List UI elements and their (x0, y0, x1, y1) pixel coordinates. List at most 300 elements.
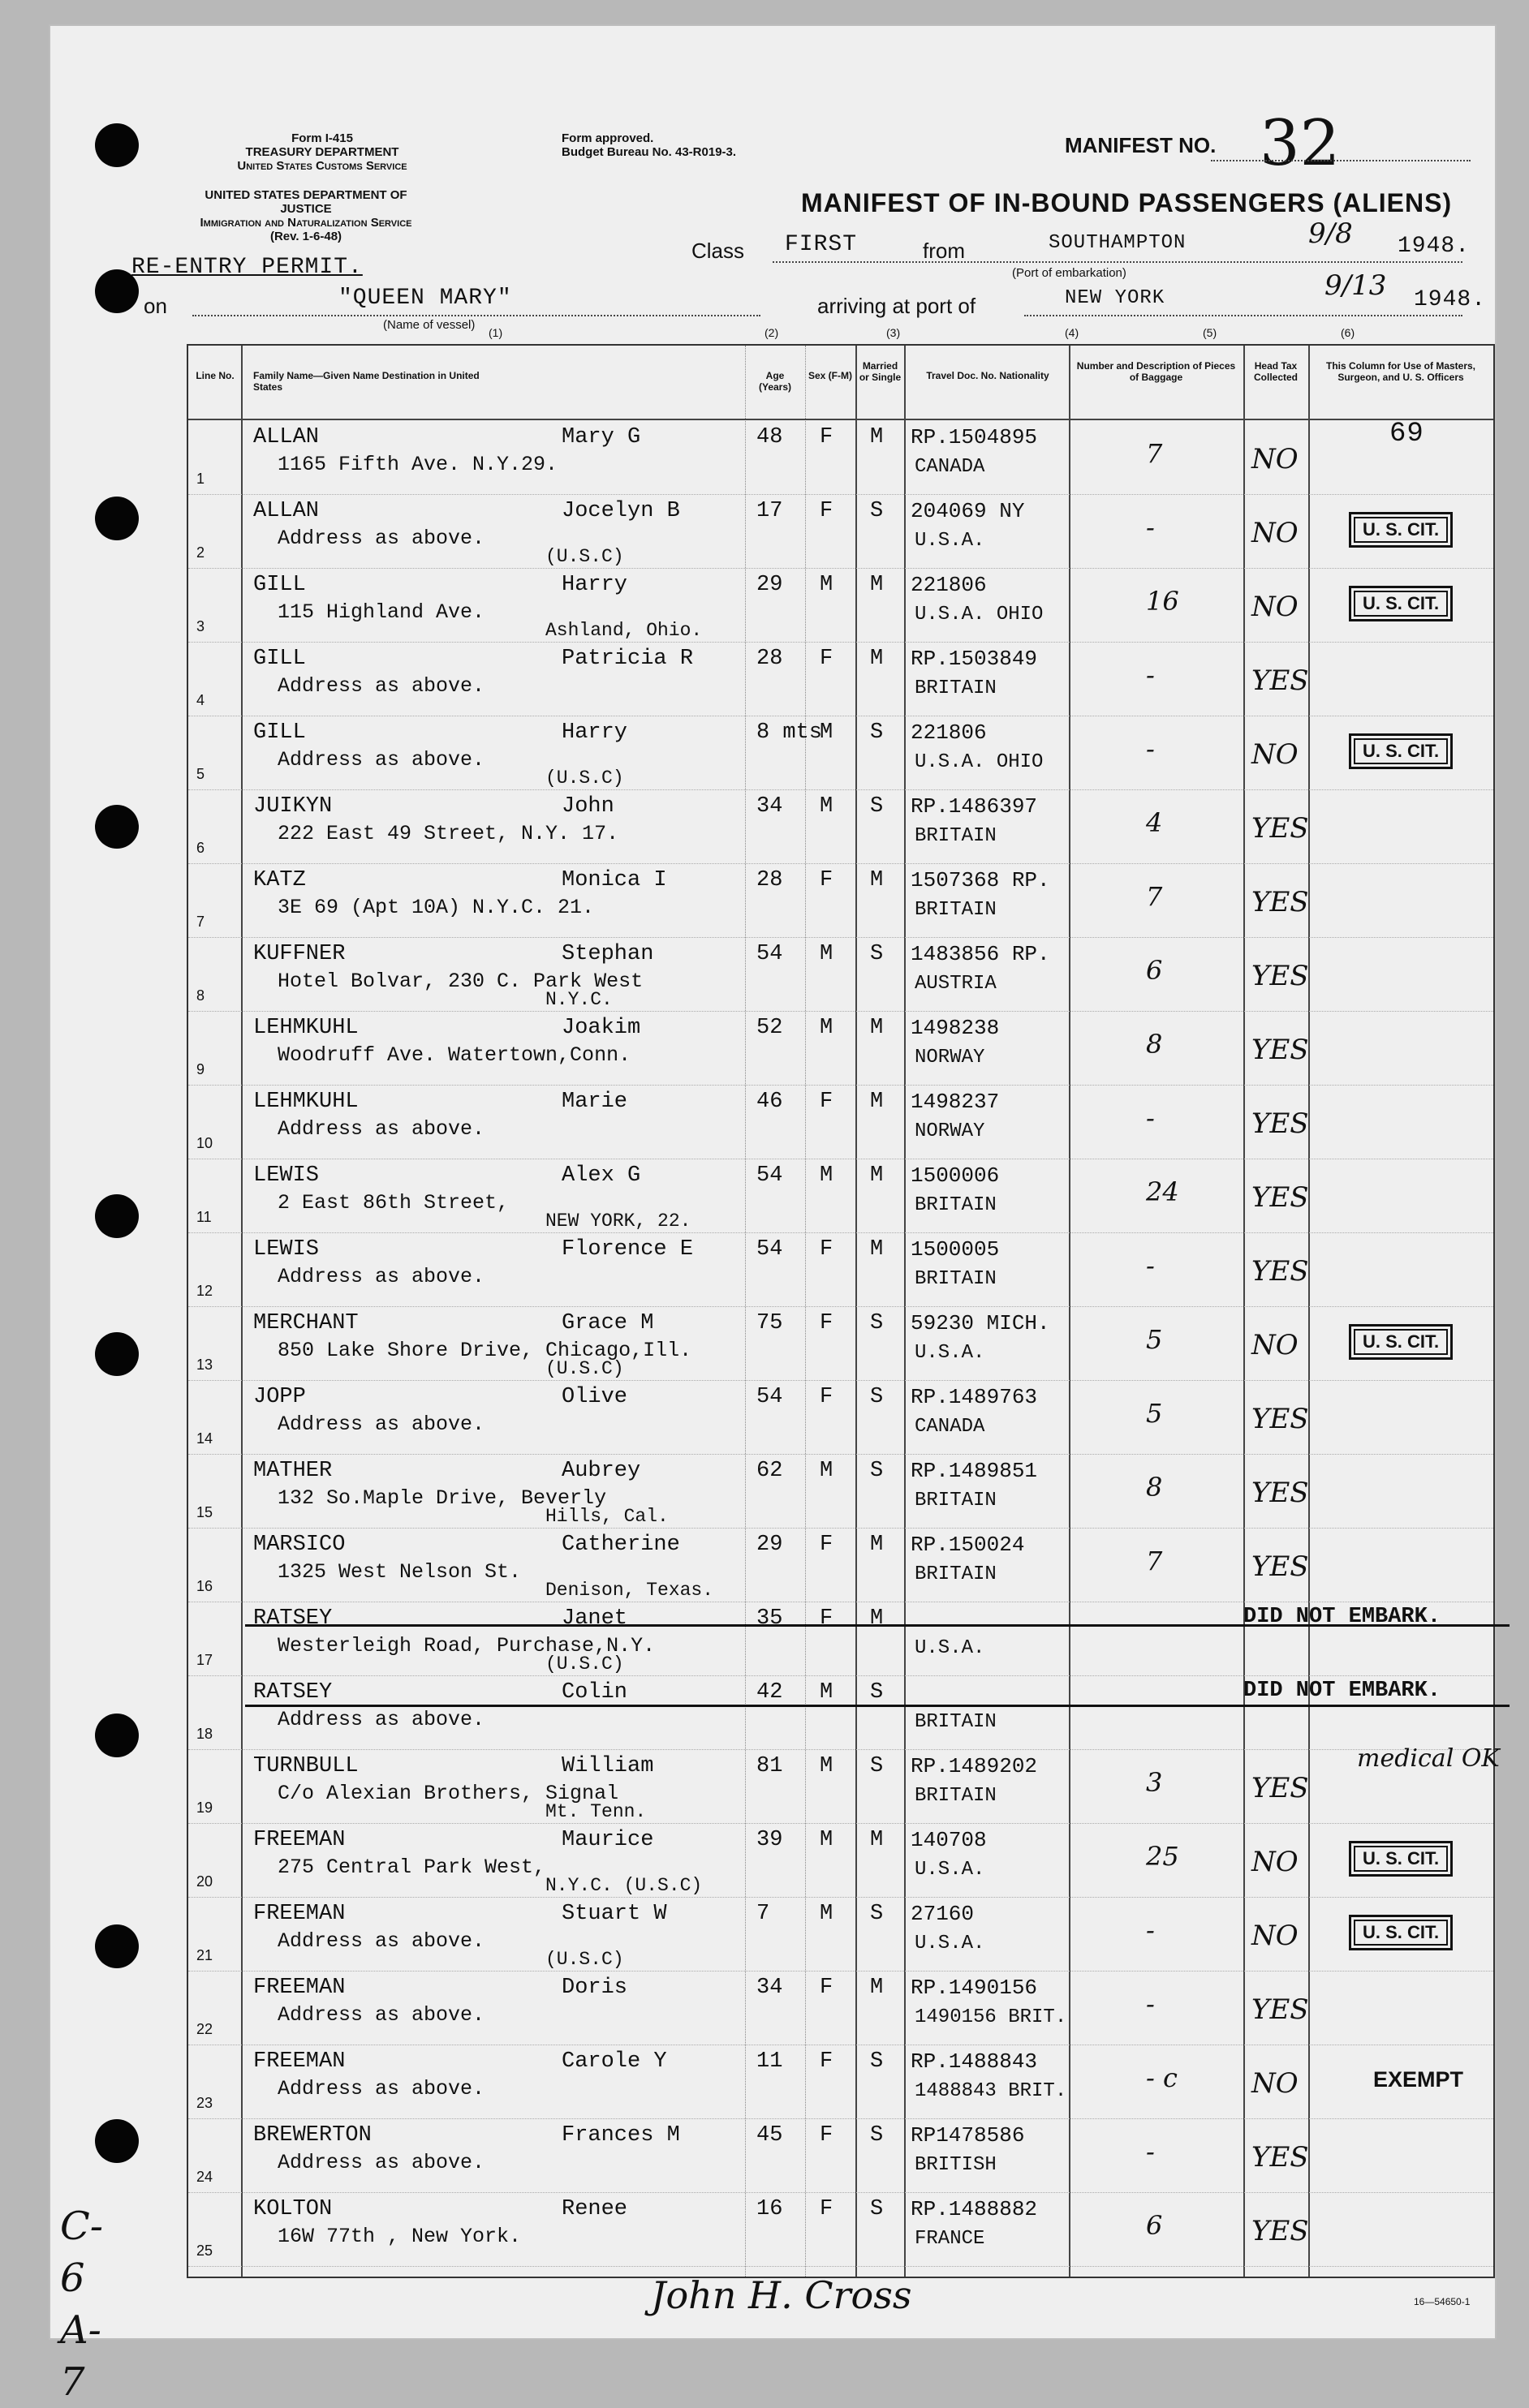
head-tax: YES (1251, 1403, 1309, 1435)
given-name: Olive (562, 1385, 628, 1409)
travel-doc: 221806 (911, 720, 987, 745)
form-id: Form I-415 (291, 131, 353, 145)
head-tax: YES (1251, 812, 1309, 845)
table-row (188, 642, 1493, 716)
line-number: 5 (196, 766, 205, 782)
address-line-2: (U.S.C) (545, 1949, 624, 1970)
address-line-2: Ashland, Ohio. (545, 620, 703, 641)
nationality: BRITAIN (915, 1563, 997, 1585)
passenger-table (187, 344, 1500, 2278)
sex: M (820, 942, 833, 966)
family-name: JUIKYN (253, 794, 333, 819)
class-label: Class (691, 239, 745, 263)
colnum-4: (4) (1065, 326, 1079, 339)
nationality: BRITAIN (915, 825, 997, 847)
sex: F (820, 1385, 833, 1409)
nationality: BRITAIN (915, 1711, 997, 1733)
travel-doc: RP.1489202 (911, 1754, 1038, 1778)
col-sex: Sex (F-M) (808, 370, 852, 381)
sex: M (820, 720, 833, 745)
col-name: Family Name—Given Name Destination in United States (253, 370, 480, 393)
colnum-3: (3) (886, 326, 901, 339)
baggage: 16 (1146, 586, 1179, 617)
family-name: LEWIS (253, 1237, 320, 1262)
married-status: S (870, 499, 884, 523)
given-name: Mary G (562, 425, 641, 449)
us-citizen-stamp: U. S. CIT. (1349, 733, 1453, 769)
travel-doc: RP.1504895 (911, 425, 1038, 449)
married-status: S (870, 2049, 884, 2074)
sex: M (820, 1459, 833, 1483)
age: 52 (756, 1016, 783, 1040)
table-row (188, 420, 1493, 495)
side-note: C-6 A-7 (60, 2204, 103, 2405)
address-line: 1165 Fifth Ave. N.Y.29. (278, 453, 558, 476)
nationality: BRITAIN (915, 1194, 997, 1216)
married-status: M (870, 1163, 884, 1188)
table-row (188, 1602, 1493, 1676)
given-name: Jocelyn B (562, 499, 680, 523)
manifest-no-label: MANIFEST NO. (1065, 133, 1217, 157)
on-label: on (144, 294, 167, 318)
age: 46 (756, 1090, 783, 1114)
married-status: M (870, 1828, 884, 1852)
baggage: 24 (1146, 1176, 1179, 1207)
head-tax: YES (1251, 1477, 1309, 1509)
married-status: M (870, 1976, 884, 2000)
punch-hole (95, 1924, 139, 1968)
nationality: U.S.A. (915, 1637, 985, 1659)
married-status: M (870, 1016, 884, 1040)
age: 81 (756, 1754, 783, 1778)
travel-doc: RP.1488843 (911, 2049, 1038, 2074)
punch-hole (95, 123, 139, 167)
nationality: BRITAIN (915, 1268, 997, 1290)
nationality: BRITAIN (915, 899, 997, 921)
table-row (188, 2118, 1493, 2193)
given-name: Catherine (562, 1533, 680, 1557)
age: 54 (756, 1237, 783, 1262)
head-tax: YES (1251, 2215, 1309, 2247)
doj: UNITED STATES DEPARTMENT OF JUSTICE (205, 188, 407, 216)
line-number: 9 (196, 1061, 205, 1077)
table-row (188, 1011, 1493, 1086)
colnum-6: (6) (1341, 326, 1355, 339)
given-name: Stuart W (562, 1902, 667, 1926)
age: 34 (756, 794, 783, 819)
nationality: BRITAIN (915, 1490, 997, 1511)
travel-doc: 27160 (911, 1902, 975, 1926)
line-number: 8 (196, 987, 205, 1004)
head-tax: NO (1251, 2067, 1299, 2100)
family-name: KATZ (253, 868, 306, 892)
table-row (188, 1232, 1493, 1307)
us-citizen-stamp: U. S. CIT. (1349, 512, 1453, 548)
us-citizen-stamp: U. S. CIT. (1349, 1324, 1453, 1360)
given-name: Marie (562, 1090, 628, 1114)
head-tax: YES (1251, 1034, 1309, 1066)
strike-line (245, 1624, 1510, 1627)
age: 39 (756, 1828, 783, 1852)
address-line-2: N.Y.C. (545, 989, 613, 1010)
baggage: - (1146, 1915, 1155, 1946)
baggage: - (1146, 2136, 1155, 2167)
address-line: Address as above. (278, 1117, 485, 1141)
line-number: 13 (196, 1357, 213, 1373)
approval-block (562, 131, 736, 159)
table-row (188, 1454, 1493, 1529)
address-line-2: (U.S.C) (545, 1358, 624, 1379)
reentry-permit: RE-ENTRY PERMIT. (131, 255, 363, 280)
strike-line (245, 1705, 1510, 1707)
baggage: 8 (1146, 1029, 1163, 1060)
nationality: NORWAY (915, 1120, 985, 1142)
table-row (188, 1306, 1493, 1381)
address-line: Address as above. (278, 2077, 485, 2101)
sex: M (820, 794, 833, 819)
address-line: Westerleigh Road, Purchase,N.Y. (278, 1634, 656, 1658)
address-line: 16W 77th , New York. (278, 2225, 522, 2248)
married-status: M (870, 1237, 884, 1262)
form-block (217, 131, 428, 173)
sex: F (820, 2123, 833, 2148)
married-status: S (870, 2197, 884, 2221)
table-row (188, 863, 1493, 938)
head-tax: YES (1251, 1550, 1309, 1583)
baggage: 7 (1146, 1546, 1163, 1576)
line-number: 19 (196, 1800, 213, 1816)
line-number: 14 (196, 1430, 213, 1447)
line-number: 25 (196, 2242, 213, 2259)
address-line: 275 Central Park West, (278, 1855, 546, 1879)
table-row (188, 1159, 1493, 1233)
address-line: 2 East 86th Street, (278, 1191, 510, 1215)
colnum-5: (5) (1203, 326, 1217, 339)
line-number: 3 (196, 618, 205, 634)
address-line: 115 Highland Ave. (278, 600, 485, 624)
baggage: 6 (1146, 955, 1163, 986)
age: 29 (756, 1533, 783, 1557)
family-name: KUFFNER (253, 942, 346, 966)
address-line: Address as above. (278, 2003, 485, 2027)
year-arrival: 1948. (1414, 287, 1487, 312)
head-tax: NO (1251, 591, 1299, 623)
sex: F (820, 647, 833, 671)
line-number: 7 (196, 914, 205, 930)
head-tax: YES (1251, 1107, 1309, 1140)
address-line-2: (U.S.C) (545, 1653, 624, 1675)
head-tax: YES (1251, 960, 1309, 992)
family-name: FREEMAN (253, 1828, 346, 1852)
age: 42 (756, 1680, 783, 1705)
line-number: 18 (196, 1726, 213, 1742)
sex: F (820, 1237, 833, 1262)
address-line-2: Mt. Tenn. (545, 1801, 647, 1822)
line-number: 20 (196, 1873, 213, 1890)
given-name: Carole Y (562, 2049, 667, 2074)
sex: F (820, 868, 833, 892)
baggage: - (1146, 512, 1155, 543)
address-line-2: Hills, Cal. (545, 1506, 669, 1527)
footer-code: 16—54650-1 (1414, 2296, 1471, 2307)
address-line: Address as above. (278, 2151, 485, 2174)
married-status: S (870, 1311, 884, 1335)
address-line: Hotel Bolvar, 230 C. Park West (278, 970, 644, 993)
date-arrival: 9/13 (1324, 269, 1387, 302)
col-headtax: Head Tax Collected (1253, 360, 1298, 383)
col-travel: Travel Doc. No. Nationality (926, 370, 1049, 381)
table-row (188, 568, 1493, 643)
married-status: S (870, 1902, 884, 1926)
travel-doc: 204069 NY (911, 499, 1025, 523)
head-tax: YES (1251, 664, 1309, 697)
us-citizen-stamp: U. S. CIT. (1349, 586, 1453, 621)
line-number: 15 (196, 1504, 213, 1520)
given-name: Grace M (562, 1311, 654, 1335)
table-row (188, 937, 1493, 1012)
married-status: S (870, 1385, 884, 1409)
did-not-embark: DID NOT EMBARK. (1243, 1679, 1441, 1703)
baggage: - (1146, 1103, 1155, 1133)
line-number: 1 (196, 471, 205, 487)
married-status: S (870, 1680, 884, 1705)
nationality: BRITISH (915, 2154, 997, 2176)
travel-doc: 1483856 RP. (911, 942, 1050, 966)
nationality: U.S.A. (915, 1933, 985, 1954)
signature: John H. Cross (651, 2273, 912, 2317)
address-line: 1325 West Nelson St. (278, 1560, 522, 1584)
doj-block (184, 188, 428, 243)
sex: F (820, 2049, 833, 2074)
address-line-2: Denison, Texas. (545, 1580, 714, 1601)
age: 28 (756, 647, 783, 671)
page-title: MANIFEST OF IN-BOUND PASSENGERS (ALIENS) (801, 188, 1453, 217)
head-tax: NO (1251, 443, 1299, 475)
sex: M (820, 1902, 833, 1926)
baggage: 8 (1146, 1472, 1163, 1503)
rev: (Rev. 1-6-48) (269, 230, 342, 243)
family-name: LEHMKUHL (253, 1016, 359, 1040)
col-officers: This Column for Use of Masters, Surgeon, and U. S. Officers (1325, 360, 1476, 383)
age: 54 (756, 942, 783, 966)
baggage: 7 (1146, 881, 1163, 912)
table-row (188, 1744, 1500, 1824)
age: 35 (756, 1606, 783, 1631)
address-line: Address as above. (278, 527, 485, 550)
family-name: ALLAN (253, 425, 320, 449)
sex: F (820, 1311, 833, 1335)
travel-doc: 140708 (911, 1828, 987, 1852)
married-status: S (870, 794, 884, 819)
age: 54 (756, 1385, 783, 1409)
baggage: 6 (1146, 2210, 1163, 2241)
address-line: 132 So.Maple Drive, Beverly (278, 1486, 607, 1510)
punch-hole (95, 1194, 139, 1238)
line-number: 16 (196, 1578, 213, 1594)
family-name: FREEMAN (253, 1976, 346, 2000)
date-embark: 9/8 (1308, 217, 1353, 250)
head-tax: YES (1251, 1255, 1309, 1288)
given-name: Renee (562, 2197, 628, 2221)
head-tax: NO (1251, 738, 1299, 771)
col-age: Age (Years) (758, 370, 792, 393)
given-name: Aubrey (562, 1459, 641, 1483)
married-status: M (870, 1606, 884, 1631)
address-line: Address as above. (278, 1929, 485, 1953)
approved: Form approved. (562, 131, 654, 145)
line-number: 10 (196, 1135, 213, 1151)
address-line: 3E 69 (Apt 10A) N.Y.C. 21. (278, 896, 595, 919)
travel-doc: RP.1503849 (911, 647, 1038, 671)
family-name: JOPP (253, 1385, 306, 1409)
travel-doc: 1498237 (911, 1090, 1000, 1114)
family-name: FREEMAN (253, 1902, 346, 1926)
travel-doc: 1500006 (911, 1163, 1000, 1188)
age: 34 (756, 1976, 783, 2000)
nationality: U.S.A. (915, 1859, 985, 1881)
married-status: S (870, 1754, 884, 1778)
baggage: - (1146, 1989, 1155, 2019)
sex: M (820, 1680, 833, 1705)
age: 16 (756, 2197, 783, 2221)
punch-hole (95, 2119, 139, 2163)
exempt-stamp: EXEMPT (1373, 2067, 1464, 2092)
table-row (188, 1897, 1493, 1972)
address-line-2: N.Y.C. (U.S.C) (545, 1875, 703, 1896)
family-name: KOLTON (253, 2197, 333, 2221)
head-tax: NO (1251, 517, 1299, 549)
married-status: M (870, 647, 884, 671)
travel-doc: 1500005 (911, 1237, 1000, 1262)
baggage: - (1146, 1250, 1155, 1281)
baggage: 4 (1146, 807, 1163, 838)
baggage: - (1146, 733, 1155, 764)
age: 28 (756, 868, 783, 892)
age: 62 (756, 1459, 783, 1483)
baggage: - (1146, 660, 1155, 690)
given-name: Doris (562, 1976, 628, 2000)
nationality: CANADA (915, 1416, 985, 1438)
arriving-label: arriving at port of (817, 294, 976, 318)
customs: United States Customs Service (237, 159, 407, 173)
married-status: M (870, 425, 884, 449)
sex: F (820, 2197, 833, 2221)
family-name: TURNBULL (253, 1754, 359, 1778)
travel-doc: RP.1490156 (911, 1976, 1038, 2000)
sex: M (820, 1163, 833, 1188)
family-name: MERCHANT (253, 1311, 359, 1335)
col-baggage: Number and Description of Pieces of Baggage (1076, 360, 1236, 383)
head-tax: NO (1251, 1329, 1299, 1361)
sex: F (820, 425, 833, 449)
col-married: Married or Single (859, 360, 902, 383)
table-row (188, 1823, 1493, 1898)
address-line-2: (U.S.C) (545, 546, 624, 567)
nationality: FRANCE (915, 2228, 985, 2250)
family-name: FREEMAN (253, 2049, 346, 2074)
colnum-2: (2) (764, 326, 779, 339)
sex: M (820, 573, 833, 597)
address-line: Address as above. (278, 1708, 485, 1731)
col-line: Line No. (196, 370, 235, 381)
family-name: BREWERTON (253, 2123, 372, 2148)
head-tax: NO (1251, 1920, 1299, 1952)
family-name: LEHMKUHL (253, 1090, 359, 1114)
baggage: 5 (1146, 1398, 1163, 1429)
table-row (188, 716, 1493, 790)
family-name: ALLAN (253, 499, 320, 523)
baggage: - c (1146, 2062, 1178, 2093)
manifest-no: 32 (1260, 107, 1341, 180)
married-status: S (870, 720, 884, 745)
married-status: S (870, 1459, 884, 1483)
sex: M (820, 1754, 833, 1778)
family-name: RATSEY (253, 1606, 333, 1631)
given-name: Alex G (562, 1163, 641, 1188)
vessel-note: (Name of vessel) (383, 318, 476, 332)
family-name: GILL (253, 573, 306, 597)
given-name: Frances M (562, 2123, 680, 2148)
given-name: Colin (562, 1680, 628, 1705)
travel-doc: 1507368 RP. (911, 868, 1050, 892)
table-row (188, 789, 1493, 864)
married-status: M (870, 1533, 884, 1557)
age: 54 (756, 1163, 783, 1188)
travel-doc: 1498238 (911, 1016, 1000, 1040)
family-name: LEWIS (253, 1163, 320, 1188)
table-row (188, 2192, 1493, 2267)
dept: TREASURY DEPARTMENT (245, 145, 399, 159)
travel-doc: RP1478586 (911, 2123, 1025, 2148)
address-line: Address as above. (278, 748, 485, 772)
family-name: RATSEY (253, 1680, 333, 1705)
address-line: 850 Lake Shore Drive, Chicago,Ill. (278, 1339, 692, 1362)
line-number: 6 (196, 840, 205, 856)
age: 7 (756, 1902, 770, 1926)
table-row (188, 1675, 1493, 1750)
given-name: Maurice (562, 1828, 654, 1852)
sex: F (820, 1090, 833, 1114)
head-tax: YES (1251, 2141, 1309, 2174)
head-tax: YES (1251, 1772, 1309, 1804)
given-name: Joakim (562, 1016, 641, 1040)
age: 11 (756, 2049, 783, 2074)
nationality: U.S.A. OHIO (915, 751, 1044, 773)
punch-hole (95, 497, 139, 540)
travel-doc: RP.1489763 (911, 1385, 1038, 1409)
from-value: SOUTHAMPTON (1049, 232, 1187, 254)
age: 48 (756, 425, 783, 449)
travel-doc: RP.150024 (911, 1533, 1025, 1557)
given-name: Monica I (562, 868, 667, 892)
line-number: 11 (196, 1209, 212, 1225)
family-name: GILL (253, 647, 306, 671)
given-name: Harry (562, 573, 628, 597)
head-tax: YES (1251, 1993, 1309, 2026)
given-name: John (562, 794, 614, 819)
punch-hole (95, 1332, 139, 1376)
travel-doc: RP.1488882 (911, 2197, 1038, 2221)
arrival-port: NEW YORK (1065, 287, 1165, 309)
given-name: Patricia R (562, 647, 694, 671)
line-number: 12 (196, 1283, 213, 1299)
budget: Budget Bureau No. 43-R019-3. (562, 145, 737, 159)
vessel-name: "QUEEN MARY" (338, 286, 512, 311)
nationality: NORWAY (915, 1047, 985, 1069)
table-row (188, 494, 1493, 569)
age: 29 (756, 573, 783, 597)
address-line: Woodruff Ave. Watertown,Conn. (278, 1043, 631, 1067)
